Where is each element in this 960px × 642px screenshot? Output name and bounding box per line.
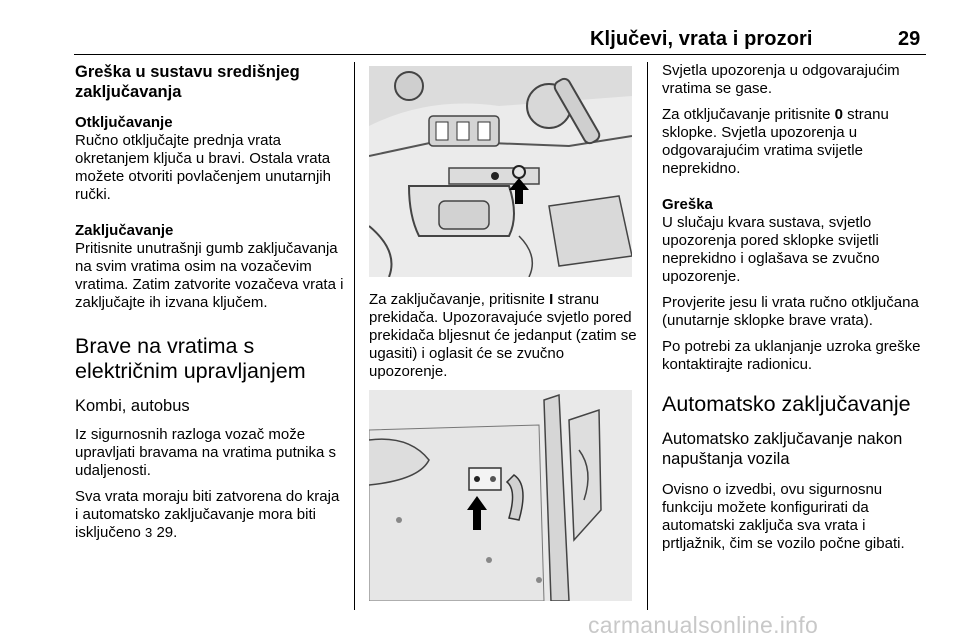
paragraph-check-doors: Provjerite jesu li vrata ručno otključana (unutarnje sklopke brave vrata). bbox=[662, 294, 919, 329]
doors-text: Sva vrata moraju biti zatvorena do kraja i automatsko zaključavanje mora biti isključeno bbox=[75, 488, 340, 541]
paragraph-unlock-switch bbox=[662, 106, 930, 178]
door-illustration bbox=[369, 390, 632, 601]
column-divider-1 bbox=[354, 62, 355, 610]
page-number: 29 bbox=[898, 28, 921, 50]
paragraph-contact-workshop: Po potrebi za uklanjanje uzroka greške kontaktirajte radionicu. bbox=[662, 338, 921, 373]
paragraph-kombi: Iz sigurnosnih razloga vozač može upravljati bravama na vratima putnika s udaljenosti. bbox=[75, 426, 336, 479]
caption-text-b: stranu prekidača. Upozoravajuće svjetlo pored prekidača bljesnut će jedanput (zatim se ugasiti) i oglasit će se zvučno upozorenje. bbox=[369, 291, 637, 380]
section-heading-error: Greška u sustavu središnjeg zaključavanja bbox=[75, 63, 300, 101]
caption-text-a: Za zaključavanje, pritisnite bbox=[369, 291, 545, 308]
figure-dashboard-switch bbox=[369, 66, 632, 277]
unlock-switch-symbol: 0 bbox=[834, 106, 843, 123]
paragraph-auto-lock: Ovisno o izvedbi, ovu sigurnosnu funkciju možete konfigurirati da automatski zaključa sva vrata i prtljažnik, čim se vozilo počne gibati. bbox=[662, 481, 905, 552]
figure-caption-1 bbox=[369, 291, 639, 389]
column-left bbox=[75, 62, 345, 550]
figure-door-switch bbox=[369, 390, 632, 601]
paragraph-fault: U slučaju kvara sustava, svjetlo upozorenja pored sklopke svijetli neprekidno i oglašava se zvučno upozorenje. bbox=[662, 214, 880, 285]
subheading-auto-lock-leaving: Automatsko zaključavanje nakon napuštanja vozila bbox=[662, 430, 903, 468]
subheading-fault: Greška bbox=[662, 196, 713, 213]
section-heading-electric-locks: Brave na vratima s električnim upravljanjem bbox=[75, 334, 306, 383]
subheading-lock: Zaključavanje bbox=[75, 222, 174, 239]
dashboard-illustration bbox=[369, 66, 632, 277]
header-rule bbox=[74, 54, 926, 55]
paragraph-warning-lights: Svjetla upozorenja u odgovarajućim vratima se gase. bbox=[662, 62, 900, 97]
page-reference[interactable]: 29. bbox=[156, 524, 178, 541]
paragraph-unlock: Ručno otključajte prednja vrata okretanjem ključa u bravi. Ostala vrata možete otvoriti povlačenjem unutarnjih ručki. bbox=[75, 132, 331, 203]
unlock-text-a: Za otključavanje pritisnite bbox=[662, 106, 831, 123]
section-heading-auto-lock: Automatsko zaključavanje bbox=[662, 392, 911, 416]
paragraph-doors-closed bbox=[75, 488, 345, 542]
caption-switch-symbol: I bbox=[549, 291, 554, 308]
watermark: carmanualsonline.info bbox=[588, 612, 819, 638]
unlock-text-b: stranu sklopke. Svjetla upozorenja u odgovarajućim vratima svijetle neprekidno. bbox=[662, 106, 889, 177]
subheading-unlock: Otključavanje bbox=[75, 114, 173, 131]
page-reference-icon: 3 bbox=[145, 525, 153, 540]
paragraph-lock: Pritisnite unutrašnji gumb zaključavanja na svim vratima osim na vozačevim vratima. Zatim zatvorite vozačeva vrata i zaključajte ih izvana ključem. bbox=[75, 240, 344, 311]
running-header-title: Ključevi, vrata i prozori bbox=[590, 28, 813, 50]
column-right bbox=[662, 62, 930, 561]
subheading-kombi: Kombi, autobus bbox=[75, 397, 190, 415]
column-divider-2 bbox=[647, 62, 648, 610]
